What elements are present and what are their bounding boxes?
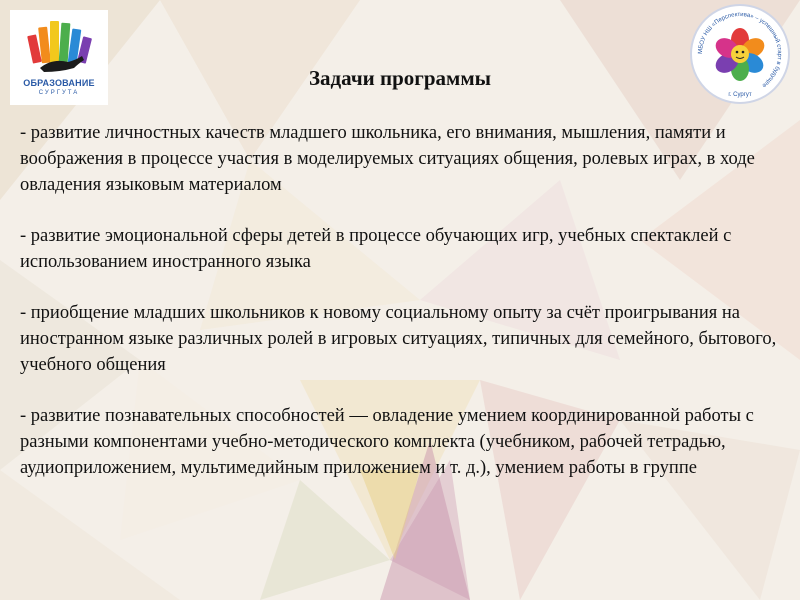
logo-name: ОБРАЗОВАНИЕ bbox=[23, 78, 95, 88]
task-paragraph: - развитие познавательных способностей — овладение умением координированной работы с разными компонентами учебно-методического комплекта (учебником, рабочей тетрадью, аудиоприложением, мультимедийным приложением и т. д.), умением работы в группе bbox=[20, 406, 754, 478]
task-paragraph: - развитие личностных качеств младшего школьника, его внимания, мышления, памяти и воображения в процессе участия в моделируемых ситуациях общения, ролевых играх, в ходе овладения языковым материалом bbox=[20, 123, 755, 195]
task-paragraph: - развитие эмоциональной сферы детей в процессе обучающих игр, учебных спектаклей с использованием иностранного языка bbox=[20, 226, 732, 272]
logo-right-city: г. Сургут bbox=[728, 92, 752, 98]
tasks-list bbox=[20, 120, 790, 506]
logo-city: СУРГУТА bbox=[38, 90, 80, 96]
logo-ring-text: МБОУ НШ «Перспектива» – успешный старт в будущее bbox=[697, 11, 783, 89]
task-paragraph: - приобщение младших школьников к новому социальному опыту за счёт проигрывания на иностранном языке различных ролей в игровых ситуациях, типичных для семейного, бытового, учебного общения bbox=[20, 303, 777, 375]
slide-title: Задачи программы bbox=[308, 66, 492, 90]
